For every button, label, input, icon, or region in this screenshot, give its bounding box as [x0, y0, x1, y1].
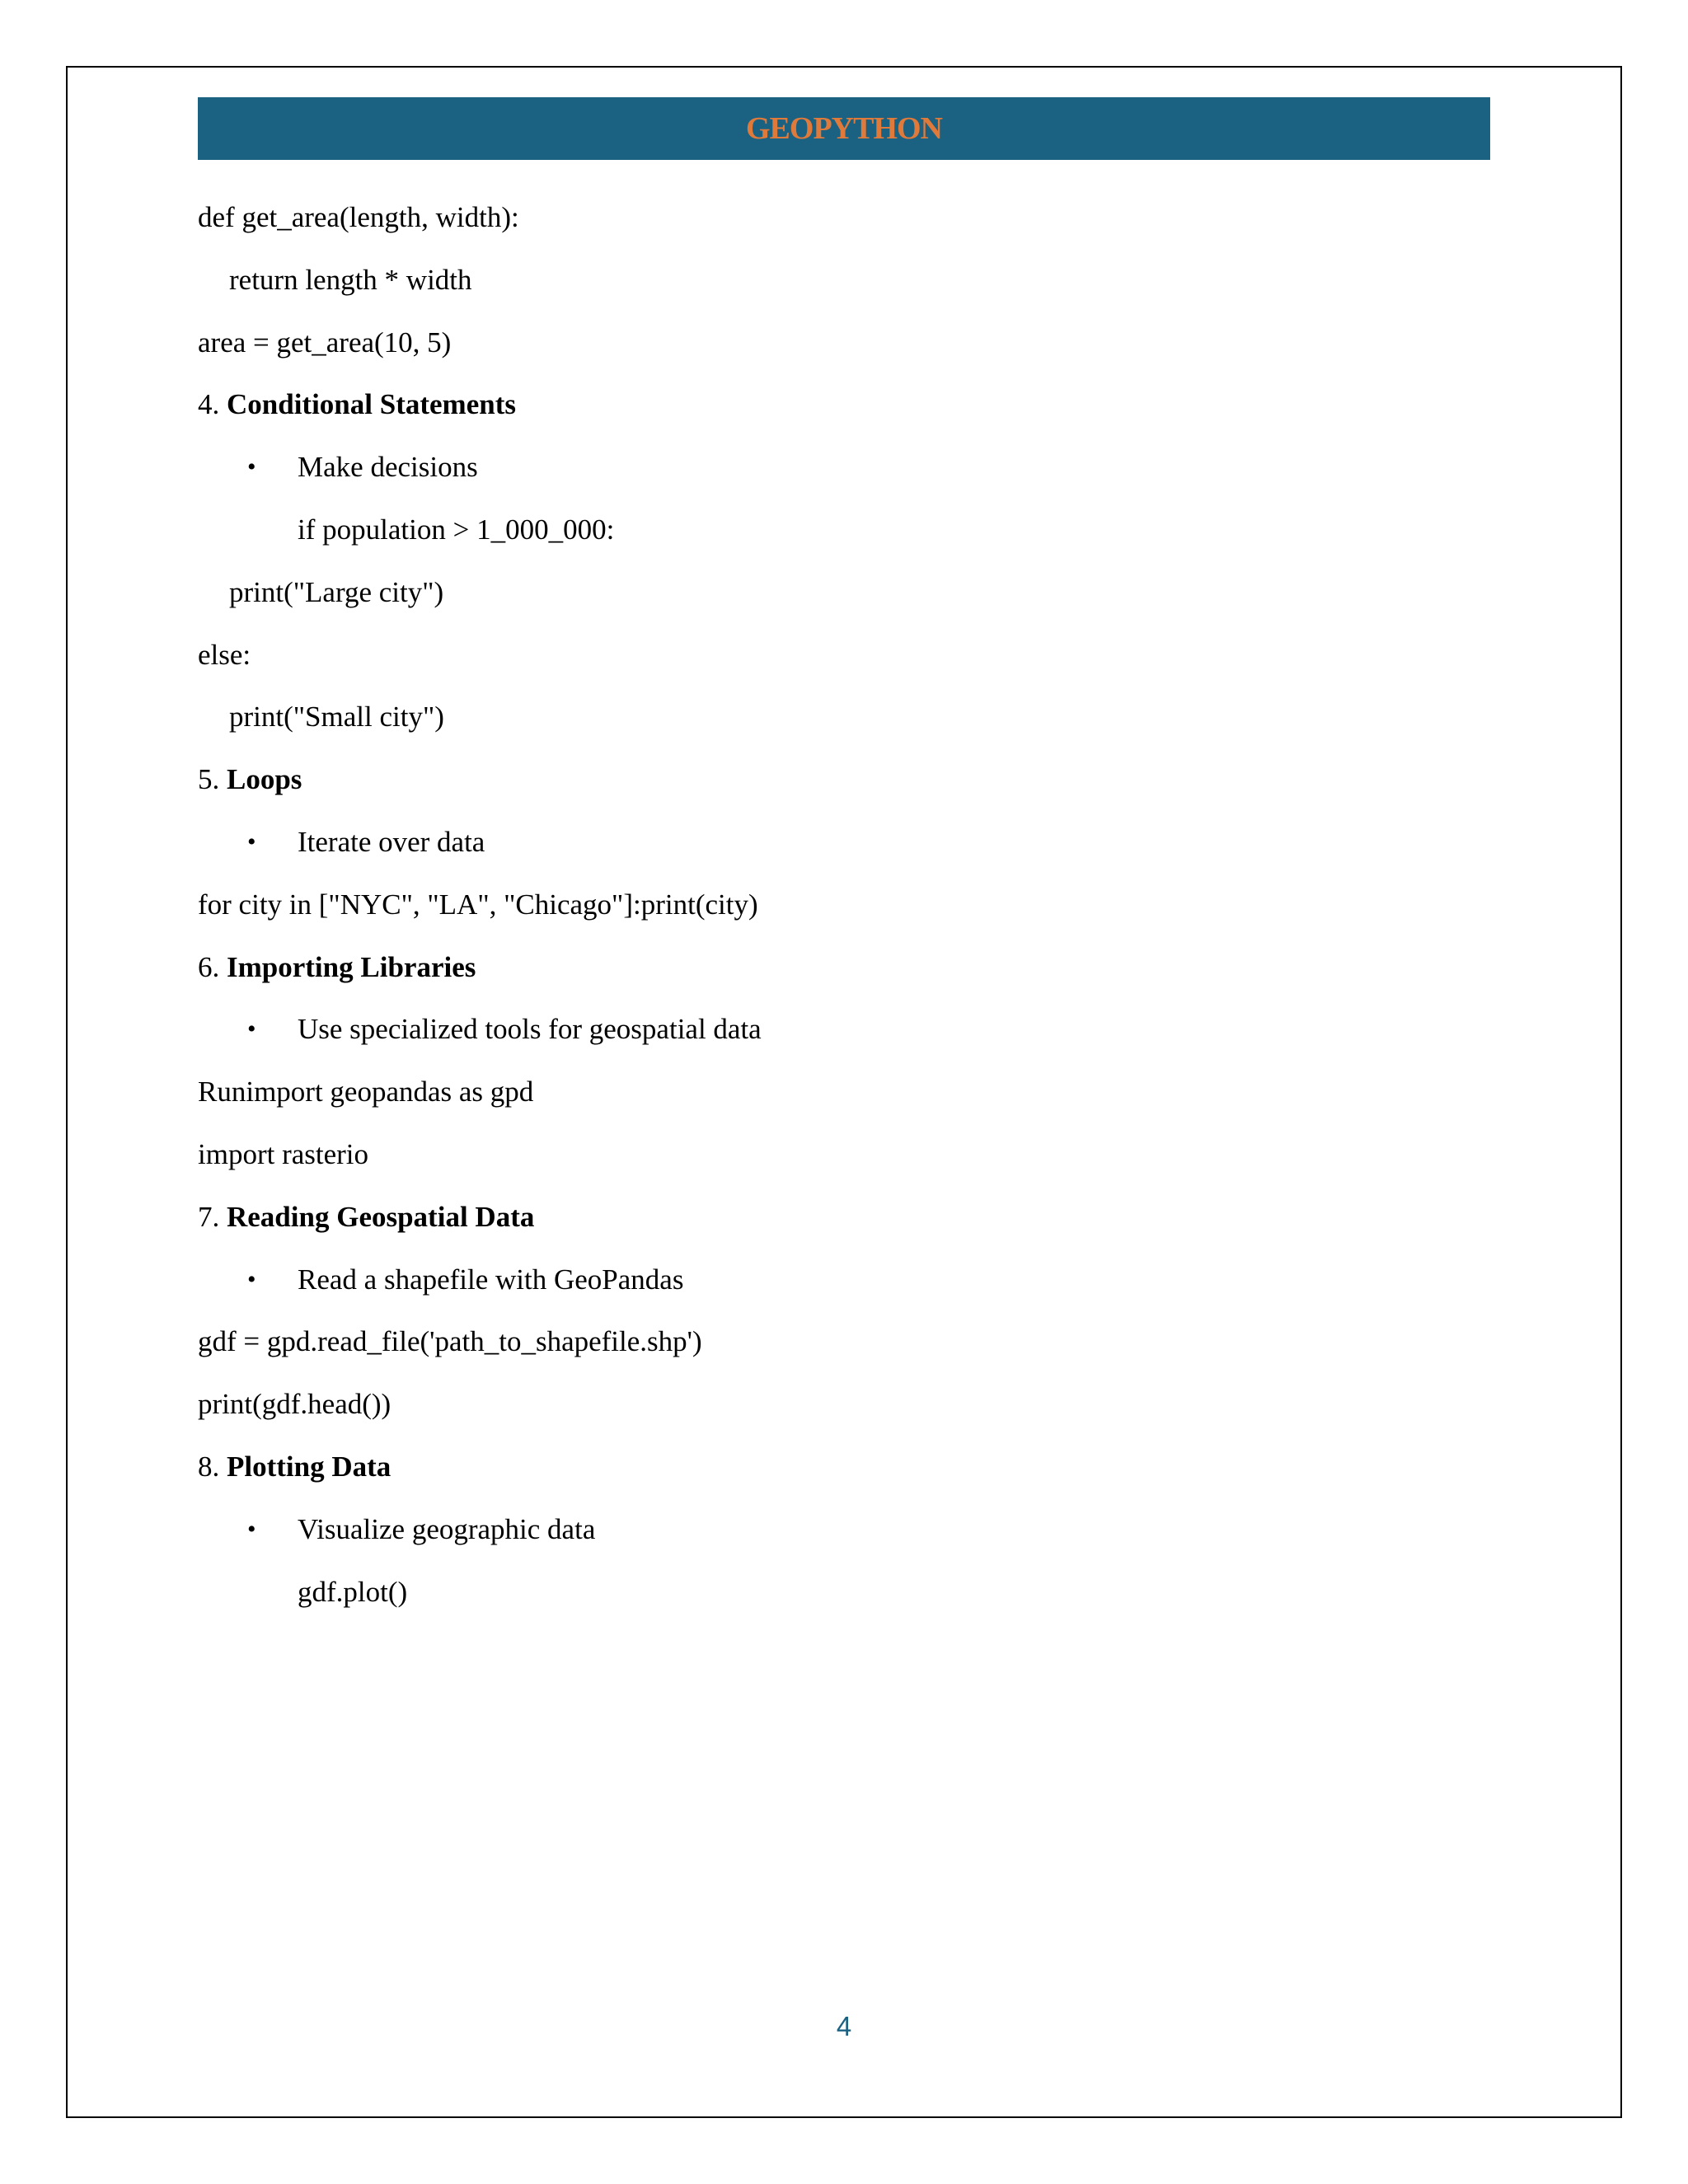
- section-heading: [198, 382, 1490, 444]
- code-text: return length * width: [229, 263, 472, 296]
- section-number: 5.: [198, 763, 220, 796]
- bullet-item: [198, 1006, 1490, 1069]
- code-line: [198, 1132, 1490, 1194]
- code-text: def get_area(length, width):: [198, 201, 519, 233]
- code-line: [198, 882, 1490, 944]
- code-text: print(gdf.head()): [198, 1388, 392, 1421]
- section-title: Plotting Data: [227, 1450, 392, 1483]
- code-text: print("Large city"): [229, 575, 444, 608]
- bullet-icon: •: [247, 1515, 256, 1543]
- section-number: 8.: [198, 1450, 220, 1483]
- code-line: [198, 1319, 1490, 1381]
- bullet-item: [198, 444, 1490, 507]
- bullet-icon: •: [247, 1015, 256, 1043]
- bullet-text: Iterate over data: [298, 825, 485, 858]
- section-heading: [198, 1444, 1490, 1507]
- header-banner: [198, 97, 1490, 160]
- section-number: 4.: [198, 388, 220, 421]
- code-text: for city in ["NYC", "LA", "Chicago"]:print(city): [198, 888, 758, 921]
- bullet-item: [198, 819, 1490, 882]
- code-line: [198, 320, 1490, 382]
- page-number: 4: [836, 2011, 852, 2041]
- section-heading: [198, 944, 1490, 1007]
- section-title: Conditional Statements: [227, 388, 516, 421]
- section-title: Importing Libraries: [227, 950, 476, 983]
- code-line: [198, 1069, 1490, 1132]
- section-title: Reading Geospatial Data: [227, 1200, 535, 1233]
- document-title: GEOPYTHON: [745, 111, 943, 146]
- bullet-text: Make decisions: [298, 451, 478, 484]
- bullet-icon: •: [247, 1265, 256, 1293]
- code-line: [198, 194, 1490, 257]
- code-line: [198, 632, 1490, 695]
- bullet-text: Use specialized tools for geospatial data: [298, 1013, 762, 1046]
- code-line: [198, 507, 1490, 569]
- code-text: import rasterio: [198, 1137, 369, 1170]
- code-line: [198, 1569, 1490, 1632]
- code-text: Runimport geopandas as gpd: [198, 1076, 534, 1108]
- code-text: gdf = gpd.read_file('path_to_shapefile.shp'): [198, 1325, 702, 1358]
- section-heading: [198, 757, 1490, 819]
- section-number: 7.: [198, 1200, 220, 1233]
- code-line: [198, 694, 1490, 757]
- bullet-text: Read a shapefile with GeoPandas: [298, 1263, 684, 1296]
- code-text: area = get_area(10, 5): [198, 326, 452, 359]
- bullet-icon: •: [247, 827, 256, 855]
- bullet-icon: •: [247, 453, 256, 481]
- code-text: else:: [198, 638, 251, 671]
- bullet-item: [198, 1257, 1490, 1319]
- bullet-item: [198, 1507, 1490, 1569]
- code-line: [198, 257, 1490, 320]
- code-text: print("Small city"): [229, 701, 444, 733]
- section-number: 6.: [198, 950, 220, 983]
- bullet-text: Visualize geographic data: [298, 1512, 596, 1545]
- section-title: Loops: [227, 763, 302, 796]
- code-text: if population > 1_000_000:: [298, 513, 615, 546]
- document-body: [198, 194, 1490, 1631]
- section-heading: [198, 1194, 1490, 1257]
- code-line: [198, 569, 1490, 632]
- code-line: [198, 1381, 1490, 1444]
- code-text: gdf.plot(): [298, 1575, 408, 1608]
